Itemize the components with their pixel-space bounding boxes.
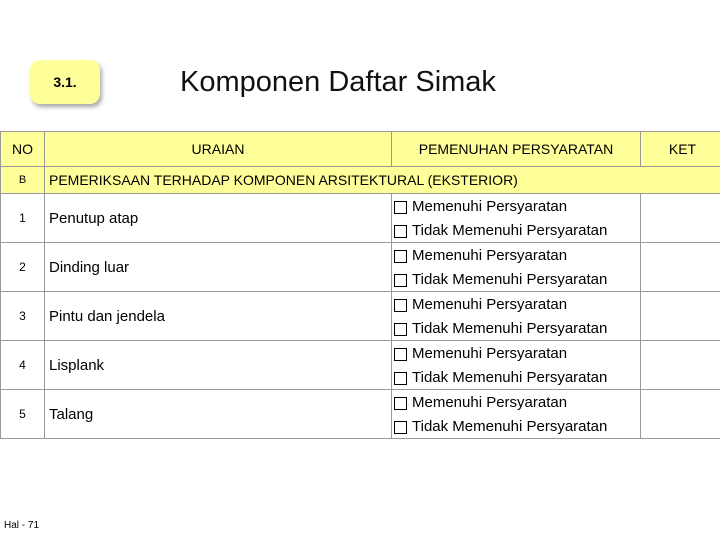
page-number: Hal - 71: [4, 520, 40, 531]
table-row: [1, 243, 720, 292]
section-label: PEMERIKSAAN TERHADAP KOMPONEN ARSITEKTURAL (EKSTERIOR): [45, 167, 720, 194]
section-row: [1, 167, 720, 194]
option-memenuhi[interactable]: [392, 341, 640, 365]
option-memenuhi[interactable]: [392, 243, 640, 267]
row-number: 4: [1, 341, 45, 390]
row-uraian: Penutup atap: [45, 194, 392, 243]
option-tidak-memenuhi[interactable]: [392, 365, 640, 389]
column-header-no: NO: [1, 132, 45, 167]
checkbox-icon[interactable]: [394, 201, 407, 214]
checkbox-icon[interactable]: [394, 348, 407, 361]
row-options: [392, 390, 641, 439]
checkbox-icon[interactable]: [394, 397, 407, 410]
row-ket: [641, 390, 720, 439]
row-options: [392, 341, 641, 390]
row-options: [392, 292, 641, 341]
column-header-uraian: URAIAN: [45, 132, 392, 167]
table-row: [1, 194, 720, 243]
table-header-row: [1, 132, 720, 167]
option-label: Memenuhi Persyaratan: [412, 344, 568, 362]
row-uraian: Talang: [45, 390, 392, 439]
option-memenuhi[interactable]: [392, 390, 640, 414]
option-tidak-memenuhi[interactable]: [392, 414, 640, 438]
option-label: Memenuhi Persyaratan: [412, 393, 568, 411]
row-uraian: Pintu dan jendela: [45, 292, 392, 341]
row-ket: [641, 292, 720, 341]
option-tidak-memenuhi[interactable]: [392, 218, 640, 242]
option-memenuhi[interactable]: [392, 194, 640, 218]
checkbox-icon[interactable]: [394, 274, 407, 287]
option-tidak-memenuhi[interactable]: [392, 267, 640, 291]
option-label: Tidak Memenuhi Persyaratan: [412, 368, 608, 386]
option-label: Tidak Memenuhi Persyaratan: [412, 319, 608, 337]
row-number: 3: [1, 292, 45, 341]
column-header-ket: KET: [641, 132, 720, 167]
row-uraian: Dinding luar: [45, 243, 392, 292]
option-label: Memenuhi Persyaratan: [412, 295, 568, 313]
section-code: B: [1, 167, 45, 194]
row-number: 5: [1, 390, 45, 439]
row-number: 1: [1, 194, 45, 243]
checkbox-icon[interactable]: [394, 323, 407, 336]
option-label: Memenuhi Persyaratan: [412, 197, 568, 215]
option-label: Memenuhi Persyaratan: [412, 246, 568, 264]
page-title: Komponen Daftar Simak: [180, 66, 496, 98]
checkbox-icon[interactable]: [394, 372, 407, 385]
row-ket: [641, 194, 720, 243]
table-row: [1, 341, 720, 390]
row-ket: [641, 341, 720, 390]
checkbox-icon[interactable]: [394, 250, 407, 263]
option-memenuhi[interactable]: [392, 292, 640, 316]
column-header-pemenuhan: PEMENUHAN PERSYARATAN: [392, 132, 641, 167]
checkbox-icon[interactable]: [394, 225, 407, 238]
option-label: Tidak Memenuhi Persyaratan: [412, 221, 608, 239]
row-uraian: Lisplank: [45, 341, 392, 390]
option-tidak-memenuhi[interactable]: [392, 316, 640, 340]
checkbox-icon[interactable]: [394, 299, 407, 312]
checkbox-icon[interactable]: [394, 421, 407, 434]
option-label: Tidak Memenuhi Persyaratan: [412, 417, 608, 435]
section-number-badge: [30, 60, 100, 104]
row-options: [392, 194, 641, 243]
table-row: [1, 390, 720, 439]
table-row: [1, 292, 720, 341]
row-ket: [641, 243, 720, 292]
row-number: 2: [1, 243, 45, 292]
option-label: Tidak Memenuhi Persyaratan: [412, 270, 608, 288]
section-number: 3.1.: [53, 74, 77, 90]
checklist-table: [0, 131, 720, 439]
row-options: [392, 243, 641, 292]
